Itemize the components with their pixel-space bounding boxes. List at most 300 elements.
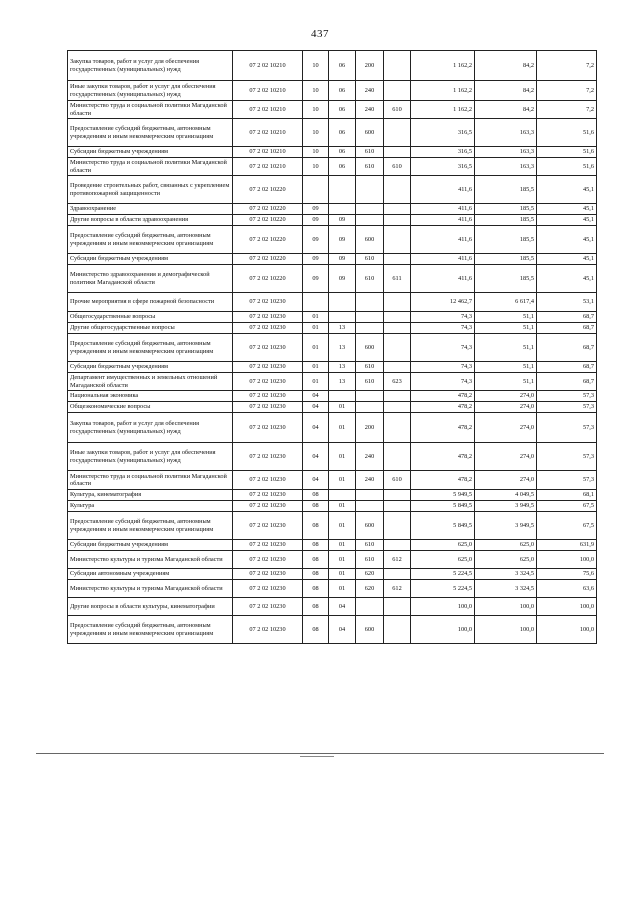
cell-code: 07 2 02 10230	[233, 402, 303, 413]
cell-subsection: 06	[329, 158, 356, 176]
cell-value-2: 625,0	[475, 551, 537, 569]
cell-name: Культура, кинематография	[68, 490, 233, 501]
cell-code: 07 2 02 10230	[233, 512, 303, 540]
cell-section: 04	[303, 391, 329, 402]
cell-value-3: 7,2	[537, 51, 597, 81]
cell-expense-type: 620	[356, 569, 384, 580]
cell-value-1: 411,6	[411, 215, 475, 226]
cell-value-3: 68,7	[537, 312, 597, 323]
cell-section: 08	[303, 551, 329, 569]
cell-value-2: 51,1	[475, 323, 537, 334]
cell-value-3: 100,0	[537, 598, 597, 616]
cell-agency: 610	[384, 101, 411, 119]
cell-name: Общегосударственные вопросы	[68, 312, 233, 323]
cell-value-2: 51,1	[475, 312, 537, 323]
cell-agency	[384, 512, 411, 540]
table-row	[68, 512, 597, 540]
table-row	[68, 580, 597, 598]
cell-agency	[384, 176, 411, 204]
cell-value-1: 5 224,5	[411, 580, 475, 598]
table-row	[68, 598, 597, 616]
cell-section: 01	[303, 362, 329, 373]
cell-name: Министерство здравоохранения и демографической политики Магаданской области	[68, 265, 233, 293]
cell-agency	[384, 334, 411, 362]
cell-agency	[384, 569, 411, 580]
cell-name: Культура	[68, 501, 233, 512]
cell-value-1: 100,0	[411, 598, 475, 616]
cell-expense-type: 620	[356, 580, 384, 598]
cell-name: Закупка товаров, работ и услуг для обеспечения государственных (муниципальных) нужд	[68, 413, 233, 443]
cell-value-1: 100,0	[411, 616, 475, 644]
cell-name: Министерство труда и социальной политики Магаданской области	[68, 471, 233, 490]
cell-section: 08	[303, 569, 329, 580]
cell-subsection: 13	[329, 373, 356, 391]
cell-value-3: 51,6	[537, 158, 597, 176]
table-row	[68, 616, 597, 644]
cell-expense-type	[356, 204, 384, 215]
cell-agency	[384, 51, 411, 81]
cell-value-1: 1 162,2	[411, 81, 475, 101]
cell-value-1: 478,2	[411, 391, 475, 402]
cell-name: Субсидии бюджетным учреждениям	[68, 254, 233, 265]
cell-section	[303, 293, 329, 312]
table-row	[68, 323, 597, 334]
cell-agency	[384, 443, 411, 471]
cell-value-3: 68,7	[537, 334, 597, 362]
cell-value-2: 6 617,4	[475, 293, 537, 312]
cell-agency	[384, 312, 411, 323]
cell-name: Субсидии бюджетным учреждениям	[68, 540, 233, 551]
cell-name: Субсидии бюджетным учреждениям	[68, 362, 233, 373]
cell-code: 07 2 02 10230	[233, 293, 303, 312]
cell-section: 04	[303, 413, 329, 443]
cell-agency	[384, 501, 411, 512]
cell-subsection	[329, 490, 356, 501]
cell-value-1: 5 949,5	[411, 490, 475, 501]
cell-value-3: 631,9	[537, 540, 597, 551]
cell-section: 09	[303, 254, 329, 265]
cell-name: Министерство культуры и туризма Магаданской области	[68, 551, 233, 569]
cell-section: 09	[303, 265, 329, 293]
cell-expense-type: 600	[356, 226, 384, 254]
cell-subsection: 13	[329, 323, 356, 334]
cell-code: 07 2 02 10230	[233, 362, 303, 373]
cell-expense-type	[356, 215, 384, 226]
cell-value-2: 51,1	[475, 334, 537, 362]
cell-subsection: 09	[329, 215, 356, 226]
cell-section: 04	[303, 443, 329, 471]
cell-agency	[384, 391, 411, 402]
cell-section: 10	[303, 81, 329, 101]
cell-value-3: 45,1	[537, 176, 597, 204]
cell-agency	[384, 413, 411, 443]
cell-code: 07 2 02 10230	[233, 501, 303, 512]
cell-value-1: 625,0	[411, 551, 475, 569]
cell-value-2: 3 949,5	[475, 512, 537, 540]
cell-subsection: 04	[329, 598, 356, 616]
cell-name: Субсидии автономным учреждениям	[68, 569, 233, 580]
cell-expense-type	[356, 598, 384, 616]
table-row	[68, 265, 597, 293]
cell-expense-type: 610	[356, 265, 384, 293]
cell-agency	[384, 323, 411, 334]
cell-name: Предоставление субсидий бюджетным, автономным учреждениям и иным некоммерческим организациям	[68, 616, 233, 644]
cell-code: 07 2 02 10230	[233, 580, 303, 598]
table-body	[68, 51, 597, 644]
cell-value-3: 67,5	[537, 512, 597, 540]
cell-value-2: 274,0	[475, 391, 537, 402]
cell-expense-type: 600	[356, 334, 384, 362]
cell-section	[303, 176, 329, 204]
cell-code: 07 2 02 10220	[233, 204, 303, 215]
cell-code: 07 2 02 10210	[233, 81, 303, 101]
cell-name: Департамент имущественных и земельных отношений Магаданской области	[68, 373, 233, 391]
cell-section: 09	[303, 204, 329, 215]
cell-subsection	[329, 204, 356, 215]
cell-code: 07 2 02 10230	[233, 569, 303, 580]
budget-table	[67, 50, 597, 644]
cell-subsection	[329, 312, 356, 323]
cell-value-1: 316,5	[411, 147, 475, 158]
table-row	[68, 334, 597, 362]
table-row	[68, 413, 597, 443]
cell-name: Министерство культуры и туризма Магаданской области	[68, 580, 233, 598]
cell-section: 08	[303, 580, 329, 598]
cell-value-2: 185,5	[475, 215, 537, 226]
cell-value-1: 411,6	[411, 254, 475, 265]
cell-code: 07 2 02 10210	[233, 51, 303, 81]
cell-subsection: 13	[329, 334, 356, 362]
cell-value-1: 411,6	[411, 176, 475, 204]
cell-value-3: 57,3	[537, 402, 597, 413]
cell-name: Прочие мероприятия в сфере пожарной безопасности	[68, 293, 233, 312]
cell-value-3: 45,1	[537, 265, 597, 293]
cell-name: Общеэкономические вопросы	[68, 402, 233, 413]
cell-value-2: 163,3	[475, 147, 537, 158]
table-row	[68, 362, 597, 373]
cell-subsection: 01	[329, 569, 356, 580]
cell-expense-type: 240	[356, 101, 384, 119]
cell-section: 08	[303, 616, 329, 644]
cell-section: 01	[303, 323, 329, 334]
cell-value-1: 478,2	[411, 413, 475, 443]
cell-value-2: 51,1	[475, 373, 537, 391]
cell-value-1: 74,3	[411, 373, 475, 391]
cell-value-2: 274,0	[475, 402, 537, 413]
table-row	[68, 490, 597, 501]
cell-agency	[384, 254, 411, 265]
cell-name: Иные закупки товаров, работ и услуг для обеспечения государственных (муниципальных) нужд	[68, 81, 233, 101]
cell-expense-type: 610	[356, 362, 384, 373]
table-row	[68, 147, 597, 158]
cell-value-2: 100,0	[475, 598, 537, 616]
cell-code: 07 2 02 10230	[233, 391, 303, 402]
cell-code: 07 2 02 10220	[233, 265, 303, 293]
cell-agency: 612	[384, 551, 411, 569]
cell-subsection: 09	[329, 226, 356, 254]
cell-section: 10	[303, 119, 329, 147]
cell-code: 07 2 02 10230	[233, 490, 303, 501]
cell-agency	[384, 598, 411, 616]
cell-value-3: 68,7	[537, 373, 597, 391]
table-row	[68, 51, 597, 81]
cell-code: 07 2 02 10230	[233, 616, 303, 644]
table-row	[68, 443, 597, 471]
cell-expense-type	[356, 323, 384, 334]
cell-agency	[384, 362, 411, 373]
cell-expense-type: 240	[356, 443, 384, 471]
table-row	[68, 391, 597, 402]
table-row	[68, 81, 597, 101]
cell-value-1: 411,6	[411, 226, 475, 254]
cell-value-3: 100,0	[537, 551, 597, 569]
cell-section: 10	[303, 101, 329, 119]
cell-section: 10	[303, 158, 329, 176]
cell-value-2: 185,5	[475, 204, 537, 215]
cell-value-2: 84,2	[475, 101, 537, 119]
cell-agency: 611	[384, 265, 411, 293]
cell-value-3: 63,6	[537, 580, 597, 598]
footer-rule	[36, 753, 604, 754]
table-row	[68, 402, 597, 413]
cell-agency: 610	[384, 158, 411, 176]
cell-value-2: 274,0	[475, 413, 537, 443]
cell-value-2: 163,3	[475, 158, 537, 176]
cell-code: 07 2 02 10230	[233, 598, 303, 616]
cell-code: 07 2 02 10220	[233, 215, 303, 226]
cell-expense-type: 610	[356, 158, 384, 176]
cell-agency	[384, 226, 411, 254]
cell-value-2: 3 949,5	[475, 501, 537, 512]
cell-expense-type	[356, 176, 384, 204]
cell-name: Иные закупки товаров, работ и услуг для обеспечения государственных (муниципальных) нужд	[68, 443, 233, 471]
table-row	[68, 176, 597, 204]
cell-agency	[384, 147, 411, 158]
cell-section: 04	[303, 402, 329, 413]
cell-section: 10	[303, 51, 329, 81]
cell-expense-type: 240	[356, 81, 384, 101]
cell-expense-type: 600	[356, 616, 384, 644]
cell-name: Предоставление субсидий бюджетным, автономным учреждениям и иным некоммерческим организациям	[68, 119, 233, 147]
cell-code: 07 2 02 10210	[233, 101, 303, 119]
page-number: 437	[311, 28, 329, 40]
table-row	[68, 226, 597, 254]
cell-code: 07 2 02 10230	[233, 471, 303, 490]
cell-section: 01	[303, 312, 329, 323]
cell-value-3: 68,7	[537, 323, 597, 334]
table-row	[68, 293, 597, 312]
cell-subsection: 06	[329, 81, 356, 101]
cell-value-1: 1 162,2	[411, 51, 475, 81]
cell-value-3: 45,1	[537, 204, 597, 215]
cell-value-2: 625,0	[475, 540, 537, 551]
cell-subsection	[329, 176, 356, 204]
cell-value-1: 74,3	[411, 312, 475, 323]
cell-value-2: 163,3	[475, 119, 537, 147]
cell-value-3: 7,2	[537, 81, 597, 101]
cell-code: 07 2 02 10220	[233, 254, 303, 265]
cell-value-3: 75,6	[537, 569, 597, 580]
cell-name: Субсидии бюджетным учреждениям	[68, 147, 233, 158]
cell-name: Предоставление субсидий бюджетным, автономным учреждениям и иным некоммерческим организациям	[68, 226, 233, 254]
cell-agency	[384, 293, 411, 312]
cell-value-2: 3 324,5	[475, 580, 537, 598]
cell-value-1: 74,3	[411, 323, 475, 334]
cell-value-1: 316,5	[411, 158, 475, 176]
cell-section: 10	[303, 147, 329, 158]
cell-value-2: 274,0	[475, 443, 537, 471]
cell-code: 07 2 02 10230	[233, 312, 303, 323]
cell-subsection: 01	[329, 512, 356, 540]
cell-value-2: 274,0	[475, 471, 537, 490]
cell-subsection: 01	[329, 443, 356, 471]
cell-subsection: 09	[329, 254, 356, 265]
cell-agency	[384, 616, 411, 644]
cell-subsection: 06	[329, 51, 356, 81]
cell-value-1: 478,2	[411, 471, 475, 490]
cell-name: Предоставление субсидий бюджетным, автономным учреждениям и иным некоммерческим организациям	[68, 512, 233, 540]
cell-value-1: 478,2	[411, 443, 475, 471]
cell-name: Здравоохранение	[68, 204, 233, 215]
cell-expense-type	[356, 501, 384, 512]
cell-agency	[384, 81, 411, 101]
cell-subsection: 01	[329, 413, 356, 443]
table-row	[68, 254, 597, 265]
cell-value-1: 316,5	[411, 119, 475, 147]
cell-value-1: 74,3	[411, 362, 475, 373]
cell-agency	[384, 215, 411, 226]
cell-subsection	[329, 293, 356, 312]
cell-value-3: 57,3	[537, 471, 597, 490]
cell-code: 07 2 02 10220	[233, 176, 303, 204]
cell-section: 09	[303, 215, 329, 226]
cell-subsection: 01	[329, 501, 356, 512]
cell-value-1: 5 849,5	[411, 501, 475, 512]
cell-code: 07 2 02 10230	[233, 334, 303, 362]
cell-section: 08	[303, 501, 329, 512]
cell-value-1: 625,0	[411, 540, 475, 551]
cell-subsection: 01	[329, 471, 356, 490]
cell-value-1: 12 462,7	[411, 293, 475, 312]
cell-value-2: 84,2	[475, 81, 537, 101]
cell-expense-type	[356, 402, 384, 413]
cell-name: Другие общегосударственные вопросы	[68, 323, 233, 334]
table-row	[68, 204, 597, 215]
cell-subsection: 01	[329, 551, 356, 569]
cell-subsection	[329, 391, 356, 402]
cell-value-3: 57,3	[537, 391, 597, 402]
cell-section: 01	[303, 373, 329, 391]
cell-value-3: 57,3	[537, 443, 597, 471]
cell-section: 08	[303, 598, 329, 616]
cell-section: 08	[303, 540, 329, 551]
cell-value-2: 3 324,5	[475, 569, 537, 580]
footer-rule-short	[300, 756, 334, 757]
cell-expense-type: 610	[356, 147, 384, 158]
cell-name: Закупка товаров, работ и услуг для обеспечения государственных (муниципальных) нужд	[68, 51, 233, 81]
cell-name: Предоставление субсидий бюджетным, автономным учреждениям и иным некоммерческим организациям	[68, 334, 233, 362]
table-row	[68, 551, 597, 569]
cell-value-3: 51,6	[537, 147, 597, 158]
cell-value-2: 185,5	[475, 265, 537, 293]
cell-name: Министерство труда и социальной политики Магаданской области	[68, 158, 233, 176]
cell-expense-type: 600	[356, 119, 384, 147]
cell-value-3: 7,2	[537, 101, 597, 119]
table-row	[68, 471, 597, 490]
cell-code: 07 2 02 10230	[233, 443, 303, 471]
cell-code: 07 2 02 10230	[233, 551, 303, 569]
cell-code: 07 2 02 10230	[233, 373, 303, 391]
cell-value-3: 45,1	[537, 254, 597, 265]
table-row	[68, 158, 597, 176]
table-row	[68, 540, 597, 551]
cell-value-3: 68,1	[537, 490, 597, 501]
cell-subsection: 01	[329, 540, 356, 551]
table-row	[68, 569, 597, 580]
cell-expense-type	[356, 293, 384, 312]
cell-subsection: 04	[329, 616, 356, 644]
cell-value-3: 45,1	[537, 226, 597, 254]
cell-value-3: 53,1	[537, 293, 597, 312]
cell-value-1: 478,2	[411, 402, 475, 413]
cell-value-2: 185,5	[475, 226, 537, 254]
cell-code: 07 2 02 10230	[233, 540, 303, 551]
cell-value-1: 5 849,5	[411, 512, 475, 540]
table-row	[68, 119, 597, 147]
table-row	[68, 312, 597, 323]
cell-value-2: 84,2	[475, 51, 537, 81]
cell-value-3: 67,5	[537, 501, 597, 512]
cell-value-3: 45,1	[537, 215, 597, 226]
cell-value-1: 1 162,2	[411, 101, 475, 119]
cell-expense-type: 200	[356, 413, 384, 443]
cell-subsection: 13	[329, 362, 356, 373]
cell-subsection: 06	[329, 147, 356, 158]
cell-subsection: 06	[329, 101, 356, 119]
cell-expense-type: 610	[356, 551, 384, 569]
cell-agency	[384, 402, 411, 413]
cell-expense-type	[356, 490, 384, 501]
cell-agency: 612	[384, 580, 411, 598]
cell-value-1: 411,6	[411, 265, 475, 293]
cell-subsection: 06	[329, 119, 356, 147]
cell-section: 08	[303, 490, 329, 501]
cell-value-2: 185,5	[475, 176, 537, 204]
table-row	[68, 101, 597, 119]
cell-section: 09	[303, 226, 329, 254]
cell-expense-type: 240	[356, 471, 384, 490]
cell-expense-type: 600	[356, 512, 384, 540]
cell-code: 07 2 02 10210	[233, 147, 303, 158]
cell-code: 07 2 02 10210	[233, 119, 303, 147]
cell-value-3: 51,6	[537, 119, 597, 147]
cell-expense-type: 200	[356, 51, 384, 81]
cell-expense-type: 610	[356, 540, 384, 551]
cell-code: 07 2 02 10230	[233, 323, 303, 334]
cell-expense-type: 610	[356, 373, 384, 391]
cell-value-3: 68,7	[537, 362, 597, 373]
cell-agency: 610	[384, 471, 411, 490]
cell-expense-type	[356, 391, 384, 402]
cell-name: Министерство труда и социальной политики Магаданской области	[68, 101, 233, 119]
cell-code: 07 2 02 10230	[233, 413, 303, 443]
cell-agency	[384, 204, 411, 215]
cell-value-3: 57,3	[537, 413, 597, 443]
cell-agency	[384, 490, 411, 501]
cell-value-1: 411,6	[411, 204, 475, 215]
cell-section: 04	[303, 471, 329, 490]
cell-value-1: 5 224,5	[411, 569, 475, 580]
